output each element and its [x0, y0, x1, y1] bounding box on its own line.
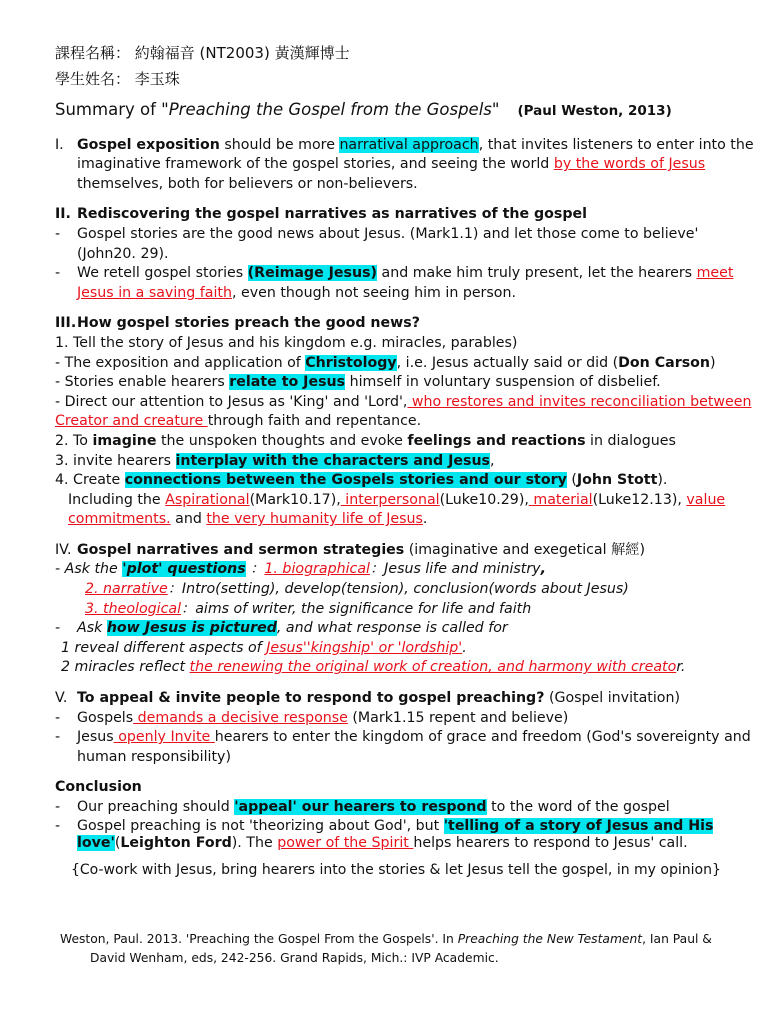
s5-bullet-2: [77, 728, 755, 767]
document-page: [55, 40, 755, 880]
s2-bullet-1: Gospel stories are the good news about Jesus. (Mark1.1) and let those come to believe' (John20. 29).: [77, 225, 699, 262]
s3-l8-red-3: material: [528, 491, 593, 508]
s3-l4b: through faith and repentance.: [207, 413, 422, 430]
s3-l2-bold: Don Carson: [618, 354, 710, 371]
title-work: "Preaching the Gospel from the Gospels": [161, 100, 500, 119]
s2-bullet-2: [77, 264, 755, 303]
s4-a2-red: 2. narrative: [85, 581, 168, 598]
s3-l5c: in dialogues: [585, 432, 676, 449]
s3-line-8: [55, 491, 755, 530]
s1-highlight: narratival approach: [339, 136, 479, 153]
ref-book-title: Preaching the New Testament: [457, 932, 643, 946]
s4-b1: Ask: [77, 620, 107, 637]
section-4: [55, 541, 755, 678]
s3-l6b: ,: [489, 452, 495, 469]
section-1: [55, 136, 755, 195]
s3-l8e: and: [170, 511, 207, 528]
s4-c2-red: the renewing the original work of creation, and harmony with creato: [189, 659, 677, 676]
s4-c2b: r.: [676, 659, 686, 676]
s4-a1d: ,: [540, 561, 546, 578]
section-5: [55, 689, 755, 767]
c-b2-highlight: 'telling of a story of Jesus and His love': [77, 817, 714, 851]
s3-l8b: (Mark10.17),: [249, 491, 341, 508]
s5-heading-text: To appeal & invite people to respond to gospel preaching?: [77, 690, 545, 707]
section-5-heading: [77, 689, 755, 709]
s3-line-6: [55, 452, 755, 472]
s5-b2a: Jesus: [77, 729, 114, 746]
s5-b2-red: openly Invite: [113, 729, 215, 746]
s4-note: (imaginative and exegetical 解經): [404, 541, 645, 558]
s3-l7a: 4. Create: [55, 472, 125, 489]
s4-b1-highlight: how Jesus is pictured: [106, 620, 277, 637]
bullet: -: [55, 620, 61, 637]
s4-a1-highlight: 'plot' questions: [122, 561, 246, 578]
s1-red: by the words of Jesus: [553, 156, 706, 173]
s1-t2: should be more: [219, 136, 340, 153]
s5-bullet-1: [77, 709, 755, 729]
s3-l3a: - Stories enable hearers: [55, 374, 230, 391]
reference-line-1: [60, 930, 750, 949]
list-item: [55, 225, 755, 264]
s2-red: meet Jesus in a saving faith: [77, 265, 734, 301]
list-item: [55, 619, 755, 639]
s4-ask-plot: [55, 560, 755, 580]
section-2-heading: Rediscovering the gospel narratives as narratives of the gospel: [77, 206, 587, 223]
conclusion-bullet-2: [77, 818, 755, 852]
s3-l7-bold: John Stott: [576, 472, 658, 489]
s3-l2c: ): [710, 354, 716, 371]
s3-l4-red: who restores and invites reconciliation between Creator and creature: [55, 393, 752, 430]
bullet: -: [55, 709, 61, 726]
section-4-marker: IV.: [55, 541, 72, 558]
bibliography-reference: [60, 930, 750, 968]
c-b1a: Our preaching should: [77, 799, 235, 815]
s3-l5-bold-1: imagine: [92, 432, 157, 449]
s4-c1b: .: [462, 639, 467, 656]
s4-b1b: , and what response is called for: [276, 620, 508, 637]
c-b1-highlight: 'appeal' our hearers to respond: [234, 799, 487, 815]
s3-l3-highlight: relate to Jesus: [229, 374, 346, 391]
s3-l2b: , i.e. Jesus actually said or did (: [396, 354, 619, 371]
s3-l8a: Including the: [68, 491, 166, 508]
s3-l8-red-2: interpersonal: [340, 491, 440, 508]
section-3: [55, 314, 755, 530]
s3-l5b: the unspoken thoughts and evoke: [156, 432, 408, 449]
c-b2-bold: Leighton Ford: [120, 834, 232, 851]
c-b2a: Gospel preaching is not 'theorizing about God', but: [77, 817, 444, 834]
s3-l4a: - Direct our attention to Jesus as 'King' and 'Lord',: [55, 393, 408, 410]
s3-l2a: - The exposition and application of: [55, 354, 306, 371]
ref-l1b: , Ian Paul &: [642, 932, 712, 946]
s5-b2b: hearers to enter the kingdom of grace and freedom (God's sovereignty and human responsibility): [77, 729, 751, 765]
section-3-heading: How gospel stories preach the good news?: [77, 315, 420, 332]
document-title: [55, 100, 755, 122]
s4-a3-red: 3. theological: [85, 600, 182, 617]
list-item: [55, 798, 755, 818]
s3-l6a: 3. invite hearers: [55, 452, 176, 469]
s4-reveal: [55, 639, 755, 659]
bullet: -: [55, 265, 61, 282]
s3-l8-red-5: the very humanity life of Jesus: [206, 511, 423, 528]
reference-line-2: David Wenham, eds, 242-256. Grand Rapids, Mich.: IVP Academic.: [90, 951, 499, 965]
s2-b2c: , even though not seeing him in person.: [231, 284, 516, 301]
title-author: (Paul Weston, 2013): [517, 103, 672, 119]
s2-highlight: (Reimage Jesus): [247, 265, 378, 282]
s3-l7b: (: [566, 472, 577, 489]
s3-line-7: [55, 471, 755, 491]
s4-a1b: ：: [245, 561, 265, 578]
s1-bold: Gospel exposition: [77, 136, 220, 153]
list-item: [55, 709, 755, 729]
s3-l5a: 2. To: [55, 432, 93, 449]
s3-l8-red-1: Aspirational: [165, 491, 250, 508]
list-item: [55, 818, 755, 852]
student-name-line: 學生姓名： 李玉珠: [55, 70, 180, 88]
title-prefix: Summary of: [55, 100, 162, 119]
bullet: -: [55, 817, 61, 834]
s4-a2: ：Intro(setting), develop(tension), conclusion(words about Jesus): [167, 581, 629, 598]
s5-b1-red: demands a decisive response: [133, 709, 348, 726]
closing-remark: {Co-work with Jesus, bring hearers into the stories & let Jesus tell the gospel, in my opinion}: [71, 861, 721, 878]
s5-b1b: (Mark1.15 repent and believe): [347, 709, 569, 726]
section-2: [55, 205, 755, 303]
ref-l1a: Weston, Paul. 2013. 'Preaching the Gospel From the Gospels'. In: [60, 932, 458, 946]
section-4-heading: [77, 541, 755, 561]
list-item: [55, 728, 755, 767]
section-1-marker: I.: [55, 136, 64, 153]
s3-line-1: 1. Tell the story of Jesus and his kingdom e.g. miracles, parables): [55, 334, 518, 351]
s3-l6-highlight: interplay with the characters and Jesus: [175, 452, 490, 469]
s1-t3: , that invites listeners to enter into the imaginative framework of the gospel stories, and seeing the world: [77, 136, 754, 173]
course-name-line: 課程名稱： 約翰福音 (NT2003) 黃漢輝博士: [55, 44, 350, 62]
c-b2c: ). The: [231, 834, 278, 851]
s1-t4: themselves, both for believers or non-believers.: [77, 175, 418, 192]
conclusion-bullet-1: [77, 798, 755, 818]
s3-l8-red-4: value commitments.: [68, 491, 726, 528]
s4-ask-pictured: [77, 619, 755, 639]
bullet: -: [55, 799, 61, 815]
s3-line-2: [55, 354, 755, 374]
s4-miracles: [55, 658, 755, 678]
s5-note: (Gospel invitation): [544, 690, 680, 707]
s3-l3b: himself in voluntary suspension of disbelief.: [345, 374, 661, 391]
section-2-marker: II.: [55, 206, 71, 223]
s3-l2-highlight: Christology: [305, 354, 397, 371]
s4-a1-red: 1. biographical: [264, 561, 370, 578]
s4-a1c: ：Jesus life and ministry: [369, 561, 541, 578]
s4-a1: - Ask the: [55, 561, 123, 578]
section-3-marker: III.: [55, 315, 77, 332]
s4-a3: ：aims of writer, the significance for life and faith: [181, 600, 532, 617]
bullet: -: [55, 225, 61, 242]
s3-l5-bold-2: feelings and reactions: [407, 432, 586, 449]
s3-line-3: [55, 373, 755, 393]
s4-narrative: [55, 580, 755, 600]
c-b2-red: power of the Spirit: [277, 834, 414, 851]
c-b2d: helps hearers to respond to Jesus' call.: [413, 834, 688, 851]
s2-b2a: We retell gospel stories: [77, 265, 248, 282]
bullet: -: [55, 729, 61, 746]
s2-b2b: and make him truly present, let the hearers: [377, 265, 697, 282]
c-b2b: (: [114, 834, 121, 851]
section-5-marker: V.: [55, 690, 68, 707]
s4-heading-text: Gospel narratives and sermon strategies: [77, 541, 405, 558]
s3-line-4: [55, 393, 755, 432]
s3-line-5: [55, 432, 755, 452]
s4-c1-red: Jesus''kingship' or 'lordship': [266, 639, 463, 656]
s3-l8d: (Luke12.13),: [592, 491, 687, 508]
s4-c1a: 1 reveal different aspects of: [61, 639, 267, 656]
conclusion-heading: Conclusion: [55, 779, 142, 796]
c-b1b: to the word of the gospel: [486, 799, 670, 815]
section-1-text: [77, 136, 755, 195]
s3-l7c: ).: [657, 472, 668, 489]
list-item: [55, 264, 755, 303]
conclusion-section: [55, 778, 755, 880]
s4-c2a: 2 miracles reflect: [61, 659, 190, 676]
s3-l8f: .: [422, 511, 428, 528]
s3-l8c: (Luke10.29),: [439, 491, 529, 508]
s4-theological: [55, 600, 755, 620]
s3-l7-highlight: connections between the Gospels stories and our story: [124, 472, 567, 489]
s5-b1a: Gospels: [77, 709, 134, 726]
